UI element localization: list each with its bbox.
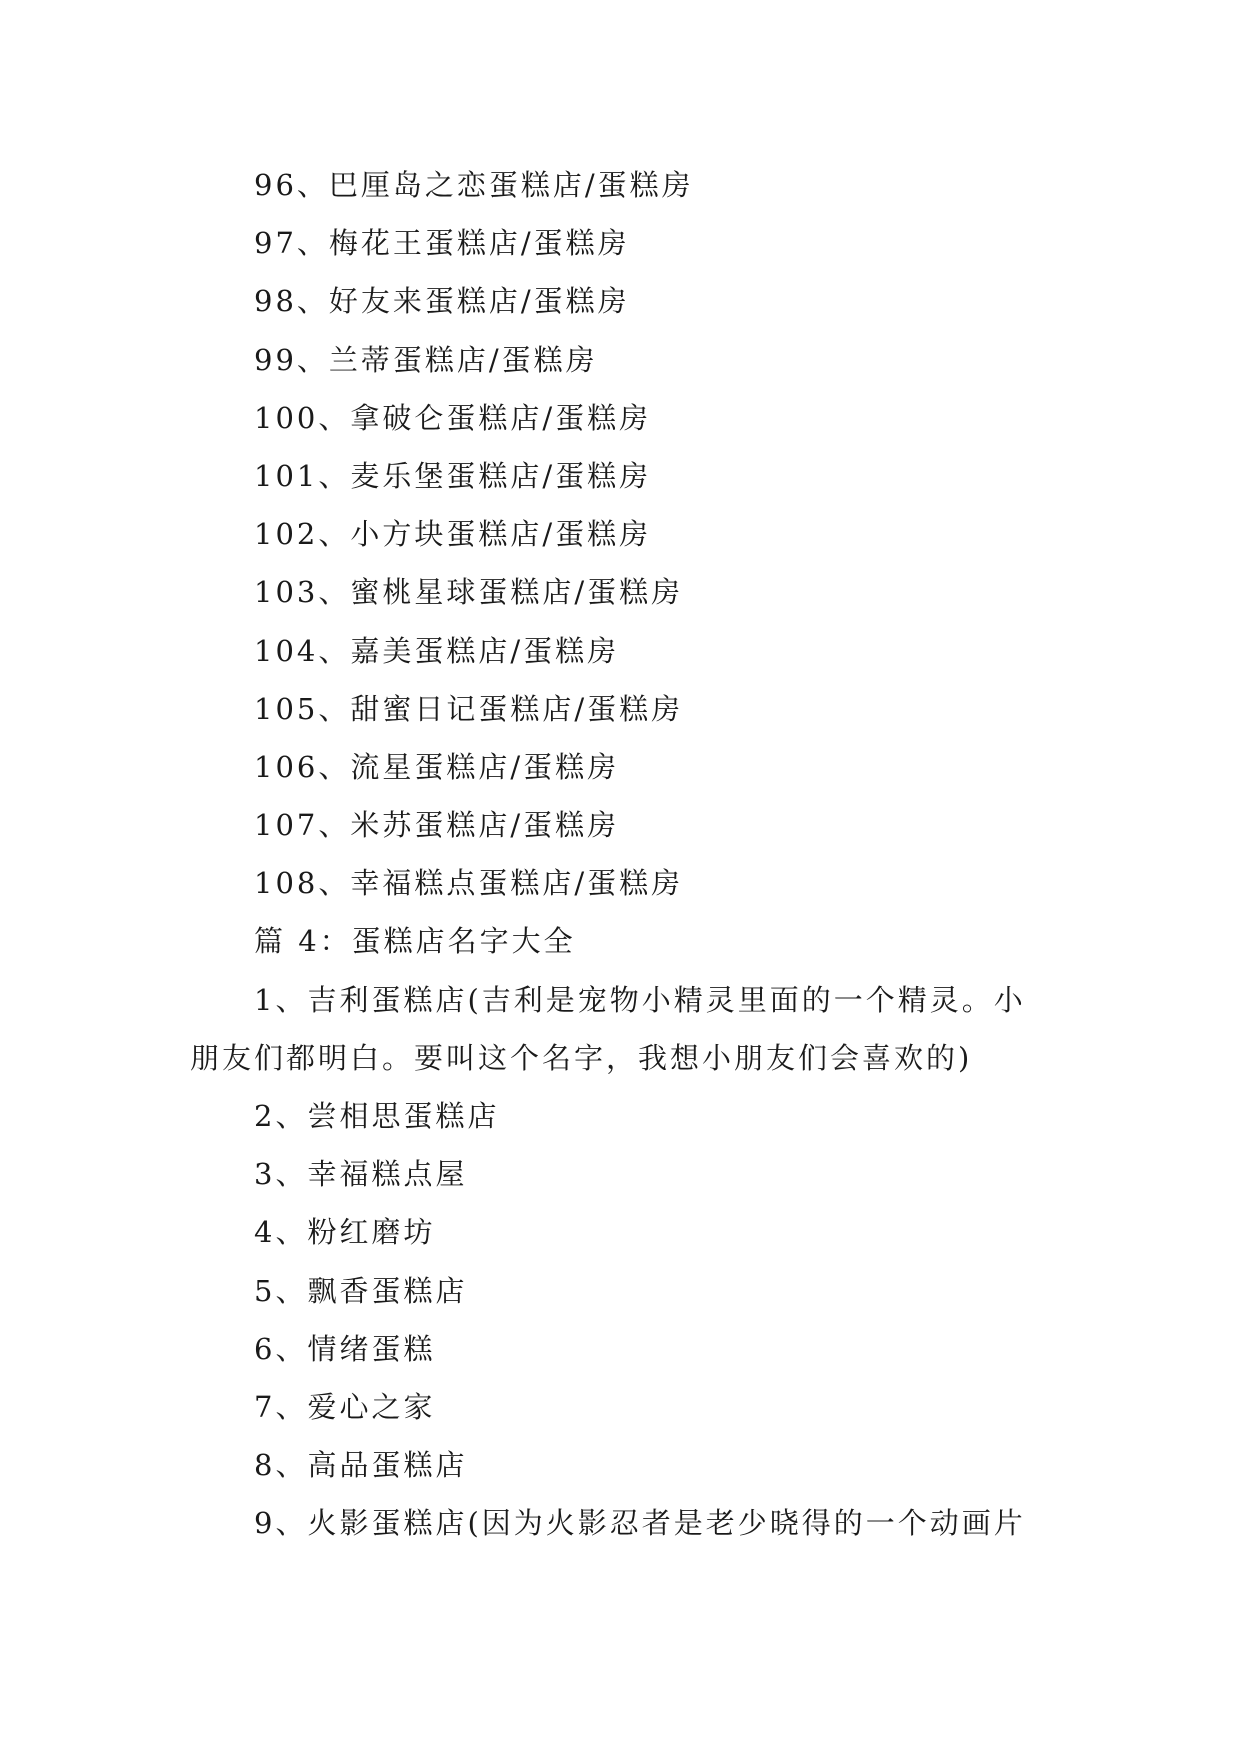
list-item: 105、甜蜜日记蛋糕店/蛋糕房	[254, 691, 684, 726]
list-item: 96、巴厘岛之恋蛋糕店/蛋糕房	[254, 168, 694, 202]
list-item: 97、梅花王蛋糕店/蛋糕房	[254, 226, 630, 261]
list-item: 8、高品蛋糕店	[254, 1448, 468, 1483]
list-item: 102、小方块蛋糕店/蛋糕房	[254, 517, 652, 552]
list-item: 101、麦乐堡蛋糕店/蛋糕房	[254, 458, 652, 493]
list-item: 108、幸福糕点蛋糕店/蛋糕房	[254, 866, 684, 901]
list-item: 100、拿破仑蛋糕店/蛋糕房	[254, 400, 652, 435]
list-item: 99、兰蒂蛋糕店/蛋糕房	[254, 342, 598, 377]
list-item: 9、火影蛋糕店(因为火影忍者是老少晓得的一个动画片	[254, 1506, 1026, 1541]
list-item: 98、好友来蛋糕店/蛋糕房	[254, 284, 630, 319]
list-item: 5、飘香蛋糕店	[254, 1273, 468, 1308]
list-item: 107、米苏蛋糕店/蛋糕房	[254, 808, 620, 843]
list-item: 104、嘉美蛋糕店/蛋糕房	[254, 633, 620, 668]
list-item: 2、尝相思蛋糕店	[254, 1099, 500, 1134]
list-item: 1、吉利蛋糕店(吉利是宠物小精灵里面的一个精灵。小朋友们都明白。要叫这个名字，我想小朋友们会喜欢的)	[190, 982, 1026, 1075]
list-item: 7、爱心之家	[254, 1389, 436, 1424]
list-item: 106、流星蛋糕店/蛋糕房	[254, 749, 620, 784]
list-item: 3、幸福糕点屋	[254, 1157, 468, 1192]
list-item: 103、蜜桃星球蛋糕店/蛋糕房	[254, 575, 684, 610]
section-heading: 篇 4：蛋糕店名字大全	[254, 924, 576, 959]
list-item: 4、粉红磨坊	[254, 1215, 436, 1250]
list-item: 6、情绪蛋糕	[254, 1331, 436, 1366]
document-body	[190, 156, 1050, 1553]
